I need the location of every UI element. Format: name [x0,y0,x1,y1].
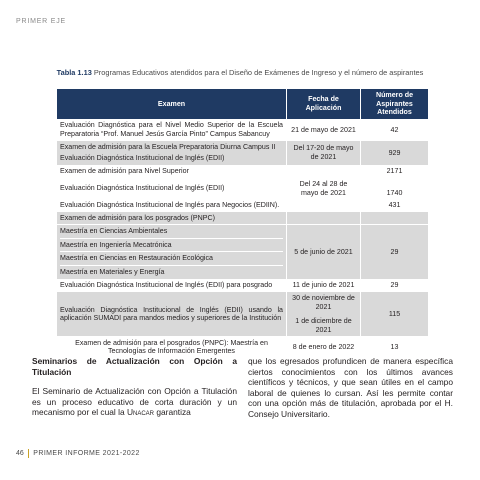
cell-date [287,292,361,337]
cell-count: 42 [361,119,429,140]
cell-exam: Examen de admisión para Nivel Superior [57,165,287,178]
body-left-column [32,356,237,418]
cell-date: Del 17-20 de mayo de 2021 [287,141,361,165]
cell-date-line: 1 de diciembre de 2021 [295,317,352,334]
table-row [57,292,429,337]
cell-count: 29 [361,279,429,292]
cell-exam: Evaluación Diagnóstica Institucional de Inglés (EDII) usando la aplicación SUMADI para mandos medios y superiores de la Institución [57,292,287,337]
table-label: Tabla 1.13 [56,68,92,77]
table-row [57,212,429,225]
cell-date: Del 24 al 28 de mayo de 2021 [287,178,361,199]
paragraph-text: El Seminario de Actualización con Opción a Titulación es un proceso educativo de corta duración y un mecanismo por el cual la [32,386,237,418]
cell-exam [57,225,287,279]
program-list [60,225,283,278]
report-title: PRIMER INFORME 2021-2022 [33,450,140,457]
paragraph-text: garantiza [154,407,191,418]
program-item: Maestría en Materiales y Energía [60,268,165,277]
table-row [57,279,429,292]
cell-date [287,199,361,212]
section-title: Seminarios de Actualización con Opción a Titulación [32,356,237,377]
program-item: Maestría en Ingeniería Mecatrónica [60,239,283,253]
exams-table [56,88,429,358]
cell-exam: Evaluación Diagnóstica para el Nivel Medio Superior de la Escuela Preparatoria “Prof. Manuel Jesús García Pinto” Campus Sabancuy [57,119,287,140]
header-exam: Examen [57,89,287,120]
table-caption [50,68,430,77]
cell-exam: Examen de admisión para los posgrados (PNPC) [57,212,287,225]
cell-count: 29 [361,225,429,279]
cell-count: 2171 [361,165,429,178]
table-header-row [57,89,429,120]
program-item: Maestría en Ciencias Ambientales [60,225,283,239]
table-caption-text: Programas Educativos atendidos para el Diseño de Exámenes de Ingreso y el número de aspirantes [91,68,424,77]
cell-exam-line: Evaluación Diagnóstica Institucional de Inglés (EDII) [60,154,225,163]
section-header: PRIMER EJE [16,18,67,25]
cell-count: 115 [361,292,429,337]
header-count: Número de Aspirantes Atendidos [361,89,429,120]
cell-date-line: 30 de noviembre de 2021 [292,294,355,311]
cell-date [287,165,361,178]
cell-date: 21 de mayo de 2021 [287,119,361,140]
table-row [57,141,429,165]
page-number: 46 [16,450,24,457]
cell-date: 11 de junio de 2021 [287,279,361,292]
cell-date: 5 de junio de 2021 [287,225,361,279]
cell-count: 1740 [361,178,429,199]
cell-date [287,212,361,225]
page-footer [16,449,140,458]
unacar-name: Unacar [126,407,155,418]
program-item: Maestría en Ciencias en Restauración Ecológica [60,252,283,266]
header-date: Fecha de Aplicación [287,89,361,120]
table-row [57,336,429,357]
cell-exam-line: Examen de admisión para la Escuela Preparatoria Diurna Campus II [60,142,276,151]
cell-count: 431 [361,199,429,212]
cell-exam: Evaluación Diagnóstica Institucional de Inglés (EDII) para posgrado [57,279,287,292]
table-row [57,165,429,178]
body-paragraph [32,386,237,417]
body-right-column: que los egresados profundicen de manera específica ciertos conocimientos con los últimos avances científicos y técnicos, y que sean útiles en el campo laboral de quienes lo cursan. Así les permite contar con una opción más de titulación, aprobada por el H. Consejo Universitario. [248,356,453,419]
cell-count: 929 [361,141,429,165]
cell-date: 8 de enero de 2022 [287,336,361,357]
footer-divider [28,449,30,458]
cell-exam: Evaluación Diagnóstica Institucional de Inglés para Negocios (EDIIN). [57,199,287,212]
cell-count [361,212,429,225]
cell-count: 13 [361,336,429,357]
table-row [57,178,429,199]
cell-exam [57,141,287,165]
cell-exam: Evaluación Diagnóstica Institucional de Inglés (EDII) [57,178,287,199]
table-row [57,199,429,212]
table-row [57,119,429,140]
cell-exam: Examen de admisión para el posgrados (PNPC): Maestría en Tecnologías de Información Emergentes [57,336,287,357]
table-row [57,225,429,279]
